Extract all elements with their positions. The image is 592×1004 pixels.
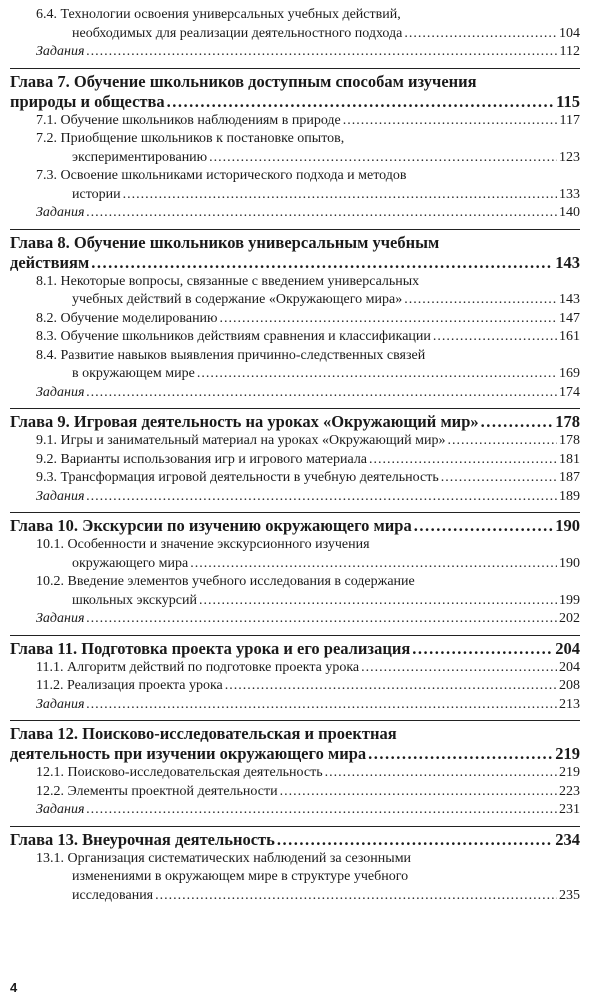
- page-ref: 147: [559, 310, 580, 326]
- dot-leader: [277, 830, 553, 850]
- section-entry: [10, 783, 580, 802]
- entry-title-line: 11.2. Реализация проекта урока: [36, 678, 223, 693]
- section-entry: [10, 469, 580, 488]
- page-ref: 189: [559, 488, 580, 504]
- dot-leader: [86, 610, 557, 629]
- dot-leader: [369, 451, 557, 470]
- dot-leader: [361, 659, 557, 678]
- entry-title-line: деятельность при изучении окружающего мира: [10, 744, 367, 763]
- entry-title-line: Глава 13. Внеурочная деятельность: [10, 829, 275, 849]
- section-entry: [10, 764, 580, 783]
- page-ref: 104: [559, 25, 580, 41]
- section-entry: [10, 677, 580, 696]
- entry-title-line: Задания: [36, 384, 85, 400]
- section-entry: [10, 573, 580, 610]
- page-ref: 213: [559, 696, 580, 712]
- section-entry: [10, 310, 580, 329]
- entry-title-line: 12.2. Элементы проектной деятельности: [36, 783, 278, 799]
- entry-title-line: 7.3. Освоение школьниками исторического подхода и методов: [36, 168, 407, 183]
- dot-leader: [368, 744, 553, 764]
- entry-title-line: 8.4. Развитие навыков выявления причинно-следственных связей: [36, 347, 426, 363]
- tasks-entry: [10, 384, 580, 403]
- entry-title-line: 10.1. Особенности и значение экскурсионного изучения: [36, 537, 370, 552]
- entry-title-line: Задания: [36, 44, 85, 59]
- entry-title-line: действиям: [10, 252, 90, 272]
- chapter-heading: [10, 68, 580, 112]
- entry-title-line: экспериментированию: [72, 149, 208, 165]
- entry-title-line: школьных экскурсий: [72, 592, 197, 608]
- dot-leader: [447, 432, 557, 451]
- page-ref: 204: [555, 638, 580, 658]
- dot-leader: [86, 384, 557, 403]
- entry-title-line: 6.4. Технологии освоения универсальных учебных действий,: [36, 7, 401, 22]
- page-ref: 181: [559, 451, 580, 467]
- entry-title-line: природы и общества: [10, 91, 165, 111]
- dot-leader: [404, 291, 557, 310]
- dot-leader: [167, 92, 554, 112]
- dot-leader: [123, 186, 557, 205]
- section-entry: [10, 167, 580, 204]
- entry-title-line: Глава 9. Игровая деятельность на уроках «Окружающий мир»: [10, 412, 479, 431]
- entry-title-line: Задания: [36, 205, 85, 220]
- page-ref: 117: [559, 112, 580, 128]
- dot-leader: [199, 592, 557, 611]
- page-ref: 123: [559, 149, 580, 165]
- section-entry: [10, 130, 580, 167]
- entry-title-line: в окружающем мире: [72, 366, 195, 381]
- table-of-contents: [10, 6, 580, 905]
- entry-title-line: 8.3. Обучение школьников действиям сравнения и классификации: [36, 329, 431, 344]
- tasks-entry: [10, 801, 580, 820]
- page-ref: 178: [559, 433, 580, 448]
- page-ref: 208: [559, 678, 580, 693]
- page-ref: 199: [559, 592, 580, 608]
- page-ref: 133: [559, 186, 580, 202]
- entry-title-line: 9.3. Трансформация игровой деятельности в учебную деятельность: [36, 470, 439, 485]
- page-ref: 115: [556, 91, 580, 111]
- entry-title-line: 9.2. Варианты использования игр и игрового материала: [36, 451, 368, 467]
- dot-leader: [404, 25, 557, 44]
- page-ref: 161: [559, 329, 580, 344]
- entry-title-line: истории: [72, 186, 121, 202]
- section-entry: [10, 536, 580, 573]
- dot-leader: [441, 469, 557, 488]
- chapter-heading: [10, 408, 580, 432]
- page-ref: 140: [559, 205, 580, 220]
- entry-title-line: Задания: [36, 696, 85, 712]
- section-entry: [10, 6, 580, 43]
- entry-title-line: Глава 10. Экскурсии по изучению окружающего мира: [10, 516, 412, 535]
- page-ref: 169: [559, 366, 580, 381]
- section-entry: [10, 850, 580, 906]
- page-ref: 174: [559, 384, 580, 400]
- page-ref: 190: [555, 516, 580, 535]
- entry-title-line: Глава 7. Обучение школьников доступным способам изучения: [10, 71, 477, 91]
- tasks-entry: [10, 696, 580, 715]
- page-ref: 219: [555, 744, 580, 763]
- page-ref: 143: [559, 292, 580, 307]
- dot-leader: [481, 412, 554, 432]
- tasks-entry: [10, 43, 580, 62]
- page-ref: 187: [559, 470, 580, 485]
- section-entry: [10, 451, 580, 470]
- entry-title-line: 8.1. Некоторые вопросы, связанные с введением универсальных: [36, 273, 420, 289]
- dot-leader: [86, 696, 557, 715]
- page-ref: 112: [559, 44, 580, 59]
- page-ref: 235: [559, 887, 580, 903]
- dot-leader: [86, 801, 557, 820]
- dot-leader: [91, 253, 553, 273]
- entry-title-line: исследования: [72, 887, 154, 903]
- entry-title-line: необходимых для реализации деятельностного подхода: [72, 25, 403, 41]
- page-ref: 202: [559, 611, 580, 626]
- entry-title-line: Задания: [36, 488, 85, 504]
- chapter-heading: [10, 229, 580, 273]
- entry-title-line: Задания: [36, 611, 85, 626]
- page-ref: 223: [559, 783, 580, 799]
- tasks-entry: [10, 204, 580, 223]
- dot-leader: [343, 112, 558, 131]
- page-ref: 143: [555, 252, 580, 272]
- page-ref: 219: [559, 765, 580, 780]
- entry-title-line: Глава 11. Подготовка проекта урока и его реализация: [10, 638, 411, 658]
- section-entry: [10, 659, 580, 678]
- chapter-heading: [10, 720, 580, 764]
- entry-title-line: окружающего мира: [72, 555, 189, 571]
- section-entry: [10, 347, 580, 384]
- page-ref: 204: [559, 659, 580, 675]
- dot-leader: [412, 639, 553, 659]
- page-ref: 178: [555, 412, 580, 431]
- chapter-heading: [10, 512, 580, 536]
- section-entry: [10, 273, 580, 310]
- dot-leader: [280, 783, 557, 802]
- entry-title-line: 7.2. Приобщение школьников к постановке опытов,: [36, 131, 345, 146]
- page-ref: 234: [555, 829, 580, 849]
- dot-leader: [414, 516, 554, 536]
- entry-title-line: Глава 8. Обучение школьников универсальным учебным: [10, 232, 440, 252]
- page-ref: 231: [559, 802, 580, 817]
- dot-leader: [155, 887, 557, 906]
- entry-title-line: 8.2. Обучение моделированию: [36, 310, 218, 326]
- chapter-heading: [10, 826, 580, 850]
- entry-title-line: учебных действий в содержание «Окружающего мира»: [72, 292, 403, 307]
- dot-leader: [197, 365, 557, 384]
- dot-leader: [86, 488, 557, 507]
- entry-title-line: Задания: [36, 802, 85, 817]
- tasks-entry: [10, 610, 580, 629]
- section-entry: [10, 328, 580, 347]
- dot-leader: [325, 764, 557, 783]
- dot-leader: [433, 328, 557, 347]
- entry-title-line: изменениями в окружающем мире в структуре учебного: [72, 869, 409, 884]
- section-entry: [10, 432, 580, 451]
- entry-title-line: 9.1. Игры и занимательный материал на уроках «Окружающий мир»: [36, 433, 446, 448]
- entry-title-line: Глава 12. Поисково-исследовательская и проектная: [10, 724, 397, 743]
- tasks-entry: [10, 488, 580, 507]
- entry-title-line: 10.2. Введение элементов учебного исследования в содержание: [36, 574, 415, 589]
- chapter-heading: [10, 635, 580, 659]
- section-entry: [10, 112, 580, 131]
- entry-title-line: 7.1. Обучение школьников наблюдениям в природе: [36, 112, 341, 128]
- dot-leader: [209, 149, 557, 168]
- page-number: 4: [10, 980, 18, 995]
- dot-leader: [225, 677, 557, 696]
- dot-leader: [220, 310, 557, 329]
- dot-leader: [86, 43, 557, 62]
- dot-leader: [86, 204, 557, 223]
- page-ref: 190: [559, 555, 580, 571]
- entry-title-line: 12.1. Поисково-исследовательская деятельность: [36, 765, 323, 780]
- entry-title-line: 13.1. Организация систематических наблюдений за сезонными: [36, 850, 412, 866]
- entry-title-line: 11.1. Алгоритм действий по подготовке проекта урока: [36, 659, 360, 675]
- dot-leader: [190, 555, 557, 574]
